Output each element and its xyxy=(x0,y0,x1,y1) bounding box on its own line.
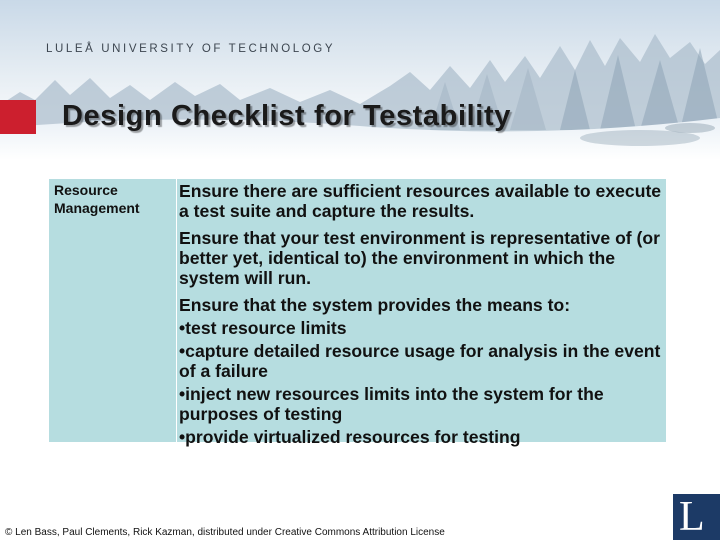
university-name: LULEÅ UNIVERSITY OF TECHNOLOGY xyxy=(46,43,336,55)
accent-square xyxy=(0,100,36,134)
row-label-line-1: Resource xyxy=(54,182,118,198)
paragraph: Ensure that the system provides the means to: xyxy=(179,295,571,315)
paragraph: Ensure that your test environment is representative of (or better yet, identical to) the environment in which the system will run. xyxy=(179,228,661,288)
checklist-table xyxy=(49,179,665,447)
bullet-item: •inject new resources limits into the system for the purposes of testing xyxy=(179,384,604,424)
bullet-text: inject new resources limits into the system for the purposes of testing xyxy=(179,384,604,424)
copyright-footer: © Len Bass, Paul Clements, Rick Kazman, distributed under Creative Commons Attribution License xyxy=(5,527,445,538)
table-content-cell xyxy=(176,179,666,447)
bullet-text: capture detailed resource usage for analysis in the event of a failure xyxy=(179,341,661,381)
bullet-text: test resource limits xyxy=(185,318,347,338)
logo-letter: L xyxy=(679,494,705,540)
paragraph: Ensure there are sufficient resources available to execute a test suite and capture the results. xyxy=(179,181,662,221)
university-logo xyxy=(673,494,720,540)
row-label-line-2: Management xyxy=(54,200,140,216)
bullet-item: •provide virtualized resources for testing xyxy=(179,427,521,447)
slide-title: Design Checklist for Testability xyxy=(62,100,511,132)
header-banner xyxy=(0,0,720,160)
row-label xyxy=(54,181,140,217)
table-row-header-cell xyxy=(49,179,175,442)
bullet-item: •test resource limits xyxy=(179,318,347,338)
winter-landscape-image xyxy=(0,0,720,160)
bullet-item: •capture detailed resource usage for analysis in the event of a failure xyxy=(179,341,661,381)
checklist-content xyxy=(179,181,663,447)
bullet-text: provide virtualized resources for testing xyxy=(185,427,521,447)
